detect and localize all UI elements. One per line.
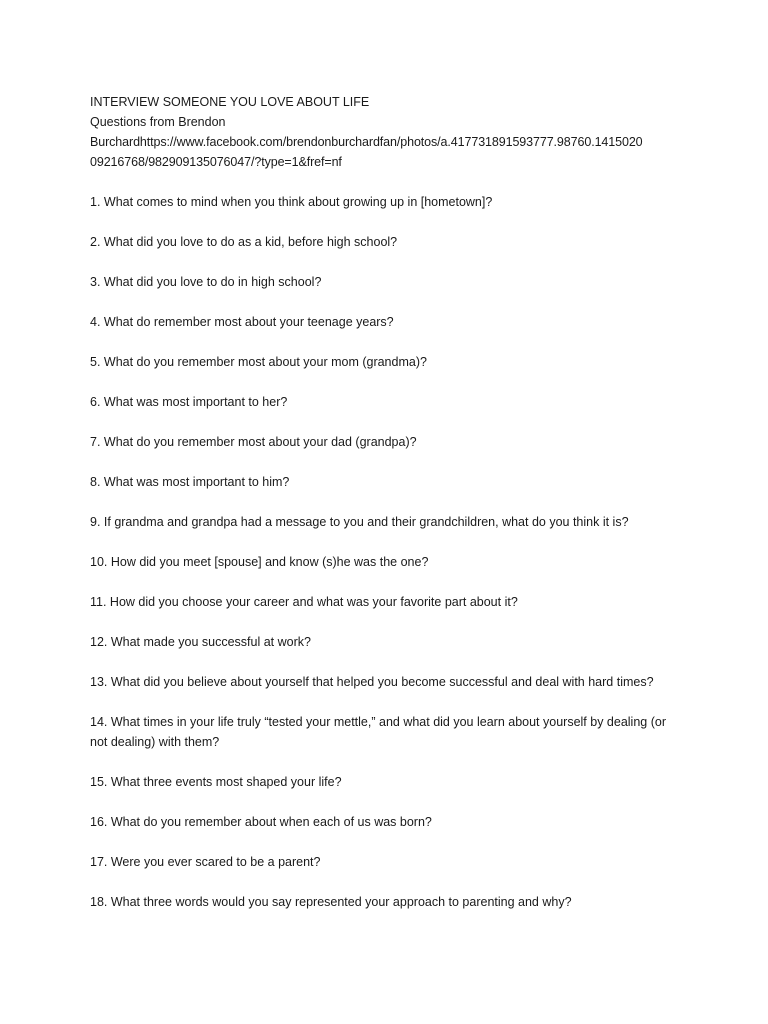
source-line: Questions from Brendon <box>90 115 226 129</box>
question-item: 5. What do you remember most about your mom (grandma)? <box>90 355 427 369</box>
question-item: 1. What comes to mind when you think about growing up in [hometown]? <box>90 195 493 209</box>
question-item: 15. What three events most shaped your life? <box>90 775 342 789</box>
question-item: 10. How did you meet [spouse] and know (s)he was the one? <box>90 555 429 569</box>
question-item: 12. What made you successful at work? <box>90 635 311 649</box>
question-item: 16. What do you remember about when each of us was born? <box>90 815 432 829</box>
question-item: 11. How did you choose your career and what was your favorite part about it? <box>90 595 518 609</box>
source-url-line-2: 09216768/982909135076047/?type=1&fref=nf <box>90 155 342 169</box>
question-item: 9. If grandma and grandpa had a message to you and their grandchildren, what do you think it is? <box>90 515 629 529</box>
question-item: 7. What do you remember most about your dad (grandpa)? <box>90 435 417 449</box>
question-item: 8. What was most important to him? <box>90 475 290 489</box>
question-item: 13. What did you believe about yourself that helped you become successful and deal with hard times? <box>90 675 654 689</box>
question-item: 18. What three words would you say represented your approach to parenting and why? <box>90 895 572 909</box>
question-item: 6. What was most important to her? <box>90 395 288 409</box>
source-url-line-1: Burchardhttps://www.facebook.com/brendonburchardfan/photos/a.417731891593777.98760.1415020 <box>90 135 643 149</box>
question-item: 17. Were you ever scared to be a parent? <box>90 855 321 869</box>
question-list <box>90 192 680 912</box>
document-title: INTERVIEW SOMEONE YOU LOVE ABOUT LIFE <box>90 95 370 109</box>
question-item: 4. What do remember most about your teenage years? <box>90 315 394 329</box>
question-item: 3. What did you love to do in high school? <box>90 275 322 289</box>
question-item: 2. What did you love to do as a kid, before high school? <box>90 235 398 249</box>
document-body <box>90 92 680 932</box>
question-item: 14. What times in your life truly “tested your mettle,” and what did you learn about yourself by dealing (or not dealing) with them? <box>90 715 666 749</box>
